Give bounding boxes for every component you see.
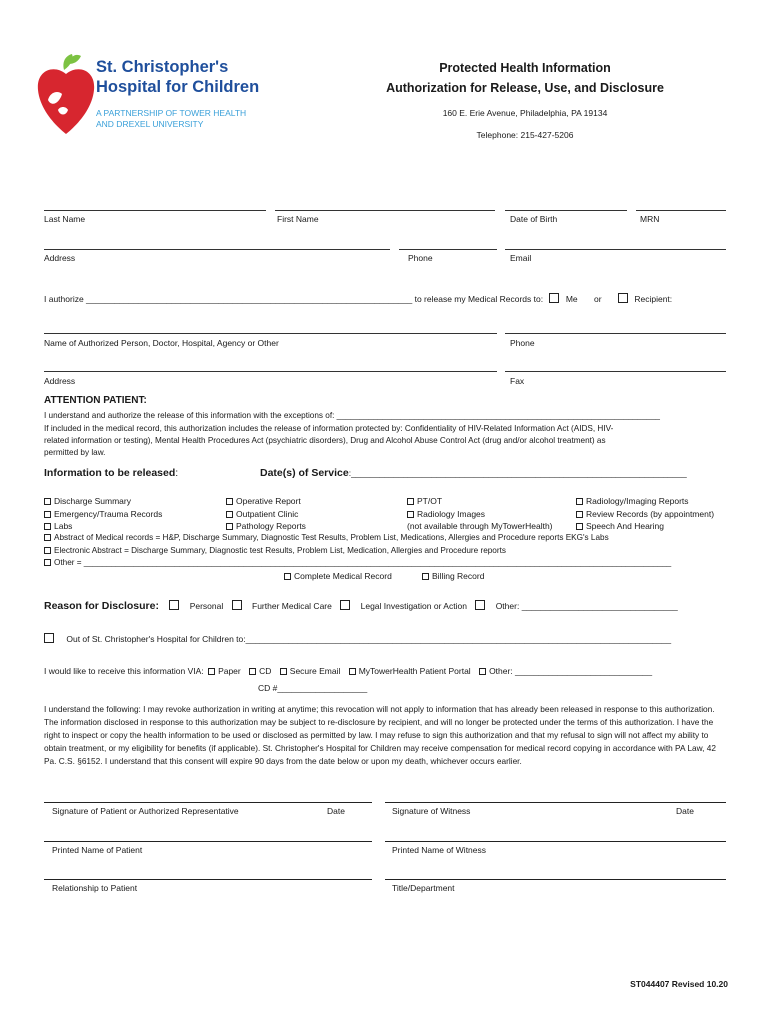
relationship-line[interactable] (44, 879, 372, 880)
via-paper-checkbox[interactable] (208, 668, 215, 675)
logo-tagline1: A PARTNERSHIP OF TOWER HEALTH (96, 108, 247, 118)
authorized-address-label: Address (44, 376, 76, 386)
email-line[interactable] (505, 249, 726, 250)
authorized-name-label: Name of Authorized Person, Doctor, Hospital, Agency or Other (44, 338, 279, 348)
authorized-phone-label: Phone (510, 338, 535, 348)
logo-name-line2: Hospital for Children (96, 78, 260, 96)
reason-other-line[interactable]: _________________________________ (521, 601, 678, 611)
attention-line4: permitted by law. (44, 448, 106, 457)
via-cd-label: CD (259, 666, 272, 676)
title-department-line[interactable] (385, 879, 726, 880)
checkbox[interactable] (576, 498, 583, 505)
checkbox[interactable] (576, 523, 583, 530)
checkbox[interactable] (284, 573, 291, 580)
info-released-label: Information to be released (44, 467, 176, 479)
via-secure-email-label: Secure Email (289, 666, 341, 676)
checkbox[interactable] (44, 511, 51, 518)
apple-heart-logo-icon (34, 50, 98, 140)
reason-other-label: Other: (495, 601, 520, 611)
option-operative-report[interactable]: Operative Report (226, 496, 301, 506)
hospital-address: 160 E. Erie Avenue, Philadelphia, PA 19134 (442, 108, 608, 118)
via-secure-email-checkbox[interactable] (280, 668, 287, 675)
option-radiology-imaging-reports[interactable]: Radiology/Imaging Reports (576, 496, 689, 506)
authorized-fax-label: Fax (510, 376, 525, 386)
checkbox[interactable] (407, 498, 414, 505)
reason-heading: Reason for Disclosure: (44, 600, 159, 612)
authorized-fax-line[interactable] (505, 371, 726, 372)
option-labs[interactable]: Labs (44, 521, 72, 531)
logo-name-line1: St. Christopher's (96, 58, 229, 76)
option-abstract[interactable]: Abstract of Medical records = H&P, Discharge Summary, Diagnostic Test Results, Problem List, Medications, Allergies and Procedure reports EKG's Labs (44, 533, 609, 542)
dates-of-service-line[interactable]: :_______________________________________________________________________ (348, 468, 687, 478)
option-speech-hearing[interactable]: Speech And Hearing (576, 521, 664, 531)
out-of-hospital[interactable] (44, 633, 726, 644)
patient-signature-line[interactable] (44, 802, 372, 803)
reason-legal-checkbox[interactable] (340, 600, 350, 610)
via-other-checkbox[interactable] (479, 668, 486, 675)
hospital-logo (34, 50, 284, 140)
option-billing-record[interactable]: Billing Record (422, 571, 484, 581)
authorized-address-line[interactable] (44, 371, 497, 372)
recipient-checkbox[interactable] (618, 293, 628, 303)
me-label: Me (565, 294, 578, 304)
mrn-label: MRN (640, 214, 660, 224)
title-department-label: Title/Department (392, 883, 455, 893)
option-electronic-abstract[interactable]: Electronic Abstract = Discharge Summary, Diagnostic test Results, Problem List, Medication, Allergies and Procedure reports (44, 546, 506, 555)
option-complete-medical-record[interactable]: Complete Medical Record (284, 571, 392, 581)
delivery-method (44, 666, 652, 676)
last-name-line[interactable] (44, 210, 266, 211)
out-of-hospital-label: Out of St. Christopher's Hospital for Children to:__________________________________________________________________________________________ (66, 634, 672, 644)
phone-line[interactable] (399, 249, 497, 250)
patient-signature-label: Signature of Patient or Authorized Representative (52, 806, 239, 816)
form-number: ST044407 Revised 10.20 (630, 979, 728, 989)
reason-personal-label: Personal (189, 601, 224, 611)
reason-further-care-label: Further Medical Care (252, 601, 332, 611)
mrn-line[interactable] (636, 210, 726, 211)
checkbox[interactable] (226, 523, 233, 530)
option-pt-ot[interactable]: PT/OT (407, 496, 442, 506)
option-emergency-trauma[interactable]: Emergency/Trauma Records (44, 509, 162, 519)
checkbox[interactable] (576, 511, 583, 518)
printed-witness-line[interactable] (385, 841, 726, 842)
witness-signature-label: Signature of Witness (392, 806, 471, 816)
checkbox[interactable] (422, 573, 429, 580)
phone-label: Phone (408, 253, 433, 263)
via-paper-label: Paper (218, 666, 241, 676)
checkbox[interactable] (407, 511, 414, 518)
dates-of-service[interactable] (260, 467, 687, 479)
via-cd-checkbox[interactable] (249, 668, 256, 675)
via-portal-label: MyTowerHealth Patient Portal (358, 666, 471, 676)
reason-legal-label: Legal Investigation or Action (360, 601, 467, 611)
option-outpatient-clinic[interactable]: Outpatient Clinic (226, 509, 298, 519)
attention-heading: ATTENTION PATIENT: (44, 395, 147, 406)
logo-tagline2: AND DREXEL UNIVERSITY (96, 119, 204, 129)
authorize-prefix: I authorize _____________________________________________________________________ to release my Medical Records to: (44, 294, 544, 304)
out-of-hospital-checkbox[interactable] (44, 633, 54, 643)
hospital-telephone: Telephone: 215-427-5206 (476, 130, 574, 140)
option-radiology-images[interactable]: Radiology Images (407, 509, 485, 519)
witness-signature-line[interactable] (385, 802, 726, 803)
printed-patient-label: Printed Name of Patient (52, 845, 143, 855)
via-portal-checkbox[interactable] (349, 668, 356, 675)
checkbox[interactable] (226, 498, 233, 505)
recipient-label: Recipient: (634, 294, 673, 304)
reason-other-checkbox[interactable] (475, 600, 485, 610)
reason-further-care-checkbox[interactable] (232, 600, 242, 610)
address-line[interactable] (44, 249, 390, 250)
attention-line2: If included in the medical record, this authorization includes the release of information protected by: Confidentiality of HIV-Related Information Act (AIDS, HIV- (44, 424, 614, 433)
me-checkbox[interactable] (549, 293, 559, 303)
cd-number[interactable]: CD #___________________ (258, 683, 368, 693)
checkbox[interactable] (44, 498, 51, 505)
first-name-label: First Name (277, 214, 319, 224)
authorized-name-line[interactable] (44, 333, 497, 334)
attention-line3: related information or testing), Mental Health Procedures Act (psychiatric disorders), Drug and Alcohol Abuse Control Act (drug and/or alcohol treatment) as (44, 436, 606, 445)
or-label: or (594, 294, 602, 304)
checkbox[interactable] (44, 523, 51, 530)
last-name-label: Last Name (44, 214, 86, 224)
printed-witness-label: Printed Name of Witness (392, 845, 487, 855)
dates-of-service-label: Date(s) of Service (260, 467, 349, 479)
dob-line[interactable] (505, 210, 627, 211)
printed-patient-line[interactable] (44, 841, 372, 842)
checkbox[interactable] (44, 547, 51, 554)
option-pathology-reports[interactable]: Pathology Reports (226, 521, 306, 531)
dob-label: Date of Birth (510, 214, 558, 224)
checkbox[interactable] (44, 534, 51, 541)
via-other-label[interactable]: Other: _____________________________ (489, 666, 653, 676)
reason-for-disclosure (44, 600, 678, 612)
email-label: Email (510, 253, 532, 263)
option-other-release[interactable]: Other = _________________________________________________________________________________________________________________________________ (44, 558, 726, 567)
authorize-statement (44, 293, 672, 304)
reason-personal-checkbox[interactable] (169, 600, 179, 610)
checkbox[interactable] (226, 511, 233, 518)
terms-paragraph: I understand the following: I may revoke authorization in writing at anytime; this revocation will not apply to information that has already been released in response to this authorization. The information disclosed in response to this authorization may be subject to re-disclosure by recipient, and will no longer be protected under the terms of this authorization. I have the right to inspect or copy the health information to be used or disclosed as permitted by law. I may refuse to sign this authorization and that my refusal to sign will not affect my ability to obtain treatment, or my eligibility for benefits (if applicable). St. Christopher's Hospital for Children may receive compensation for medical record copying in accordance with PA Law, 42 Pa. C.S. §6152. I understand that this consent will expire 90 days from the date below or upon my death, whichever occurs earlier. (44, 704, 716, 766)
via-label: I would like to receive this information VIA: (44, 666, 204, 676)
first-name-line[interactable] (275, 210, 495, 211)
witness-date-label: Date (676, 806, 694, 816)
option-review-records[interactable]: Review Records (by appointment) (576, 509, 714, 519)
form-title-1: Protected Health Information (439, 61, 611, 75)
authorized-phone-line[interactable] (505, 333, 726, 334)
radiology-images-note: (not available through MyTowerHealth) (407, 521, 553, 531)
patient-date-label: Date (327, 806, 345, 816)
checkbox[interactable] (44, 559, 51, 566)
info-released-heading: Information to be released: (44, 467, 179, 479)
form-title-2: Authorization for Release, Use, and Disclosure (386, 81, 664, 95)
relationship-label: Relationship to Patient (52, 883, 138, 893)
address-label: Address (44, 253, 76, 263)
attention-exceptions: I understand and authorize the release of this information with the exceptions of: _______________________________________________________________________ (44, 411, 660, 420)
option-discharge-summary[interactable]: Discharge Summary (44, 496, 131, 506)
